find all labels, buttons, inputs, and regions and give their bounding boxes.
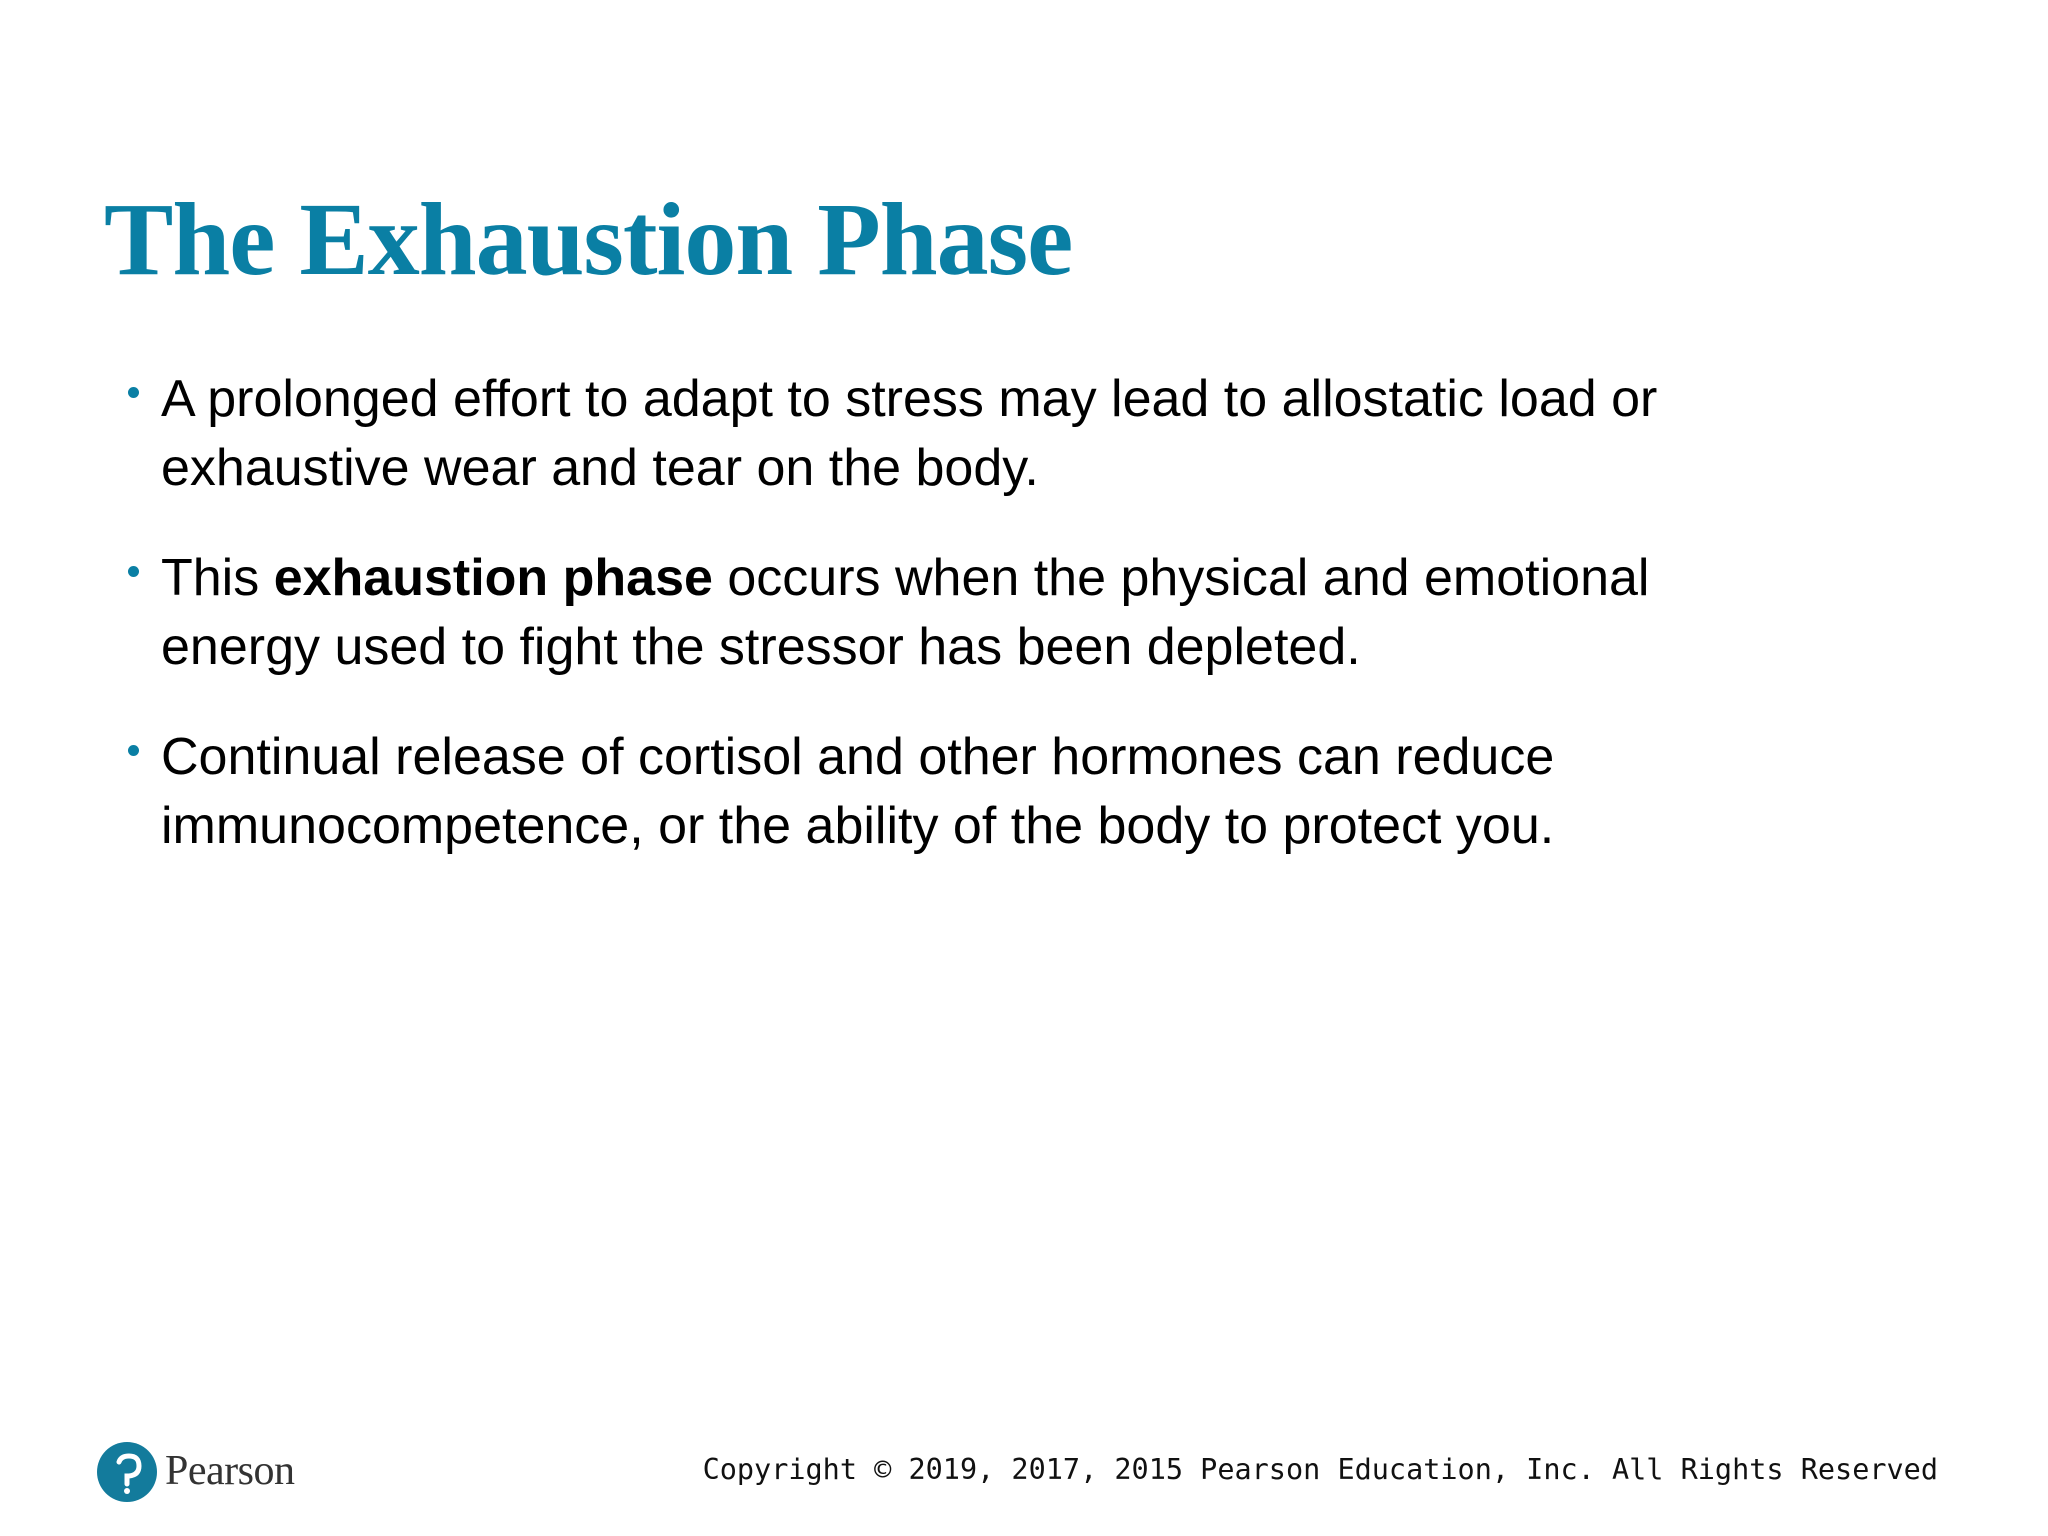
bullet-item — [128, 544, 1657, 682]
bullet-line — [161, 613, 1657, 682]
bullet-line — [161, 544, 1657, 613]
pearson-logo-icon — [97, 1442, 157, 1502]
bullet-dot-icon — [128, 745, 139, 756]
bullet-item — [128, 723, 1657, 861]
bullet-text: This — [161, 549, 274, 607]
bold-term: exhaustion phase — [273, 549, 713, 607]
bullet-text: immunocompetence, or the ability of the body to protect you. — [161, 797, 1555, 855]
bullet-line — [161, 365, 1657, 434]
bullet-list — [128, 365, 1657, 902]
slide-title: The Exhaustion Phase — [104, 182, 1073, 297]
copyright-notice: Copyright © 2019, 2017, 2015 Pearson Education, Inc. All Rights Reserved — [702, 1453, 1938, 1486]
bullet-text: A prolonged effort to adapt to stress may lead to allostatic load or — [161, 370, 1658, 428]
bullet-item — [128, 365, 1657, 503]
bullet-text: exhaustive wear and tear on the body. — [161, 439, 1039, 497]
bullet-text: energy used to fight the stressor has been depleted. — [161, 618, 1361, 676]
bullet-text: Continual release of cortisol and other hormones can reduce — [161, 728, 1555, 786]
bullet-line — [161, 434, 1657, 503]
bullet-dot-icon — [128, 566, 139, 577]
bullet-line — [161, 792, 1657, 861]
pearson-brand: Pearson — [165, 1448, 295, 1494]
bullet-line — [161, 723, 1657, 792]
bullet-text: occurs when the physical and emotional — [712, 549, 1650, 607]
bullet-dot-icon — [128, 387, 139, 398]
